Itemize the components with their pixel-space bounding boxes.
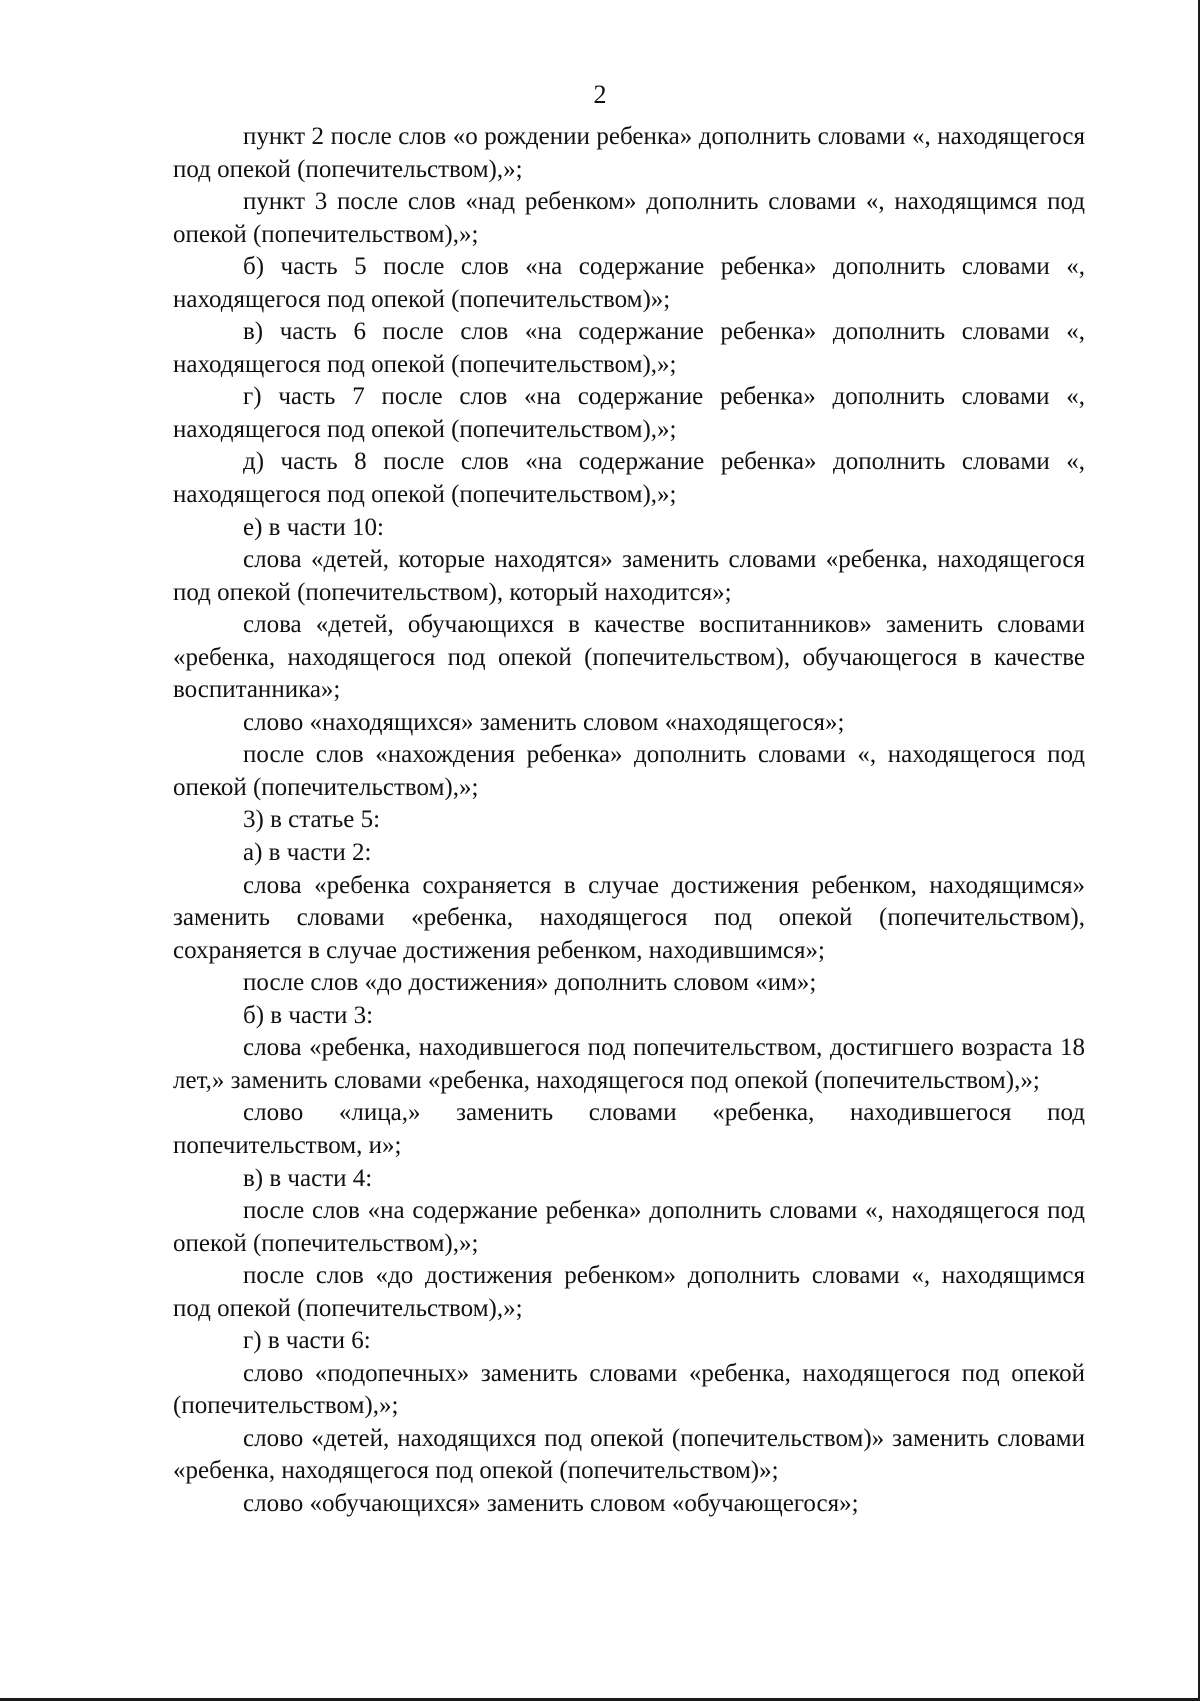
paragraph: слова «детей, обучающихся в качестве воспитанников» заменить словами «ребенка, находящегося под опекой (попечительством), обучающегося в качестве воспитанника»; (173, 611, 1085, 704)
paragraph: слова «ребенка, находившегося под попечительством, достигшего возраста 18 лет,» заменить словами «ребенка, находящегося под опекой (попечительством),»; (173, 1034, 1085, 1094)
paragraph: б) в части 3: (243, 1001, 374, 1029)
paragraph: слово «обучающихся» заменить словом «обучающегося»; (243, 1489, 859, 1517)
paragraph: е) в части 10: (243, 513, 384, 541)
paragraph: слово «находящихся» заменить словом «находящегося»; (243, 708, 845, 736)
paragraph: после слов «до достижения ребенком» дополнить словами «, находящимся под опекой (попечительством),»; (173, 1262, 1085, 1322)
paragraph: 3) в статье 5: (243, 806, 381, 834)
paragraph: после слов «нахождения ребенка» дополнить словами «, находящегося под опекой (попечительством),»; (173, 741, 1085, 801)
paragraph: пункт 3 после слов «над ребенком» дополнить словами «, находящимся под опекой (попечительством),»; (173, 188, 1085, 248)
paragraph: в) в части 4: (243, 1164, 373, 1192)
paragraph: слово «подопечных» заменить словами «ребенка, находящегося под опекой (попечительством),»; (173, 1359, 1085, 1420)
paragraph: в) часть 6 после слов «на содержание ребенка» дополнить словами «, находящегося под опекой (попечительством),»; (173, 318, 1085, 378)
paragraph: б) часть 5 после слов «на содержание ребенка» дополнить словами «, находящегося под опекой (попечительством)»; (173, 253, 1085, 313)
paragraph: после слов «на содержание ребенка» дополнить словами «, находящегося под опекой (попечительством),»; (173, 1197, 1085, 1257)
paragraph: слово «детей, находящихся под опекой (попечительством)» заменить словами «ребенка, находящегося под опекой (попечительством)»; (173, 1424, 1085, 1485)
page-number: 2 (593, 80, 607, 109)
paragraph: г) в части 6: (243, 1327, 371, 1355)
paragraph: г) часть 7 после слов «на содержание ребенка» дополнить словами «, находящегося под опекой (попечительством),»; (173, 383, 1085, 443)
paragraph: слово «лица,» заменить словами «ребенка, находившегося под попечительством, и»; (173, 1099, 1085, 1159)
document-body (173, 121, 1085, 1521)
paragraph: после слов «до достижения» дополнить словом «им»; (243, 969, 817, 997)
paragraph: а) в части 2: (243, 839, 372, 867)
paragraph: пункт 2 после слов «о рождении ребенка» дополнить словами «, находящегося под опекой (попечительством),»; (173, 123, 1085, 183)
paragraph: слова «ребенка сохраняется в случае достижения ребенком, находящимся» заменить словами «ребенка, находящегося под опекой (попечительством), сохраняется в случае достижения ребенком, находившимся»; (173, 871, 1085, 964)
paragraph: д) часть 8 после слов «на содержание ребенка» дополнить словами «, находящегося под опекой (попечительством),»; (173, 448, 1085, 509)
paragraph: слова «детей, которые находятся» заменить словами «ребенка, находящегося под опекой (попечительством), который находится»; (173, 546, 1085, 606)
